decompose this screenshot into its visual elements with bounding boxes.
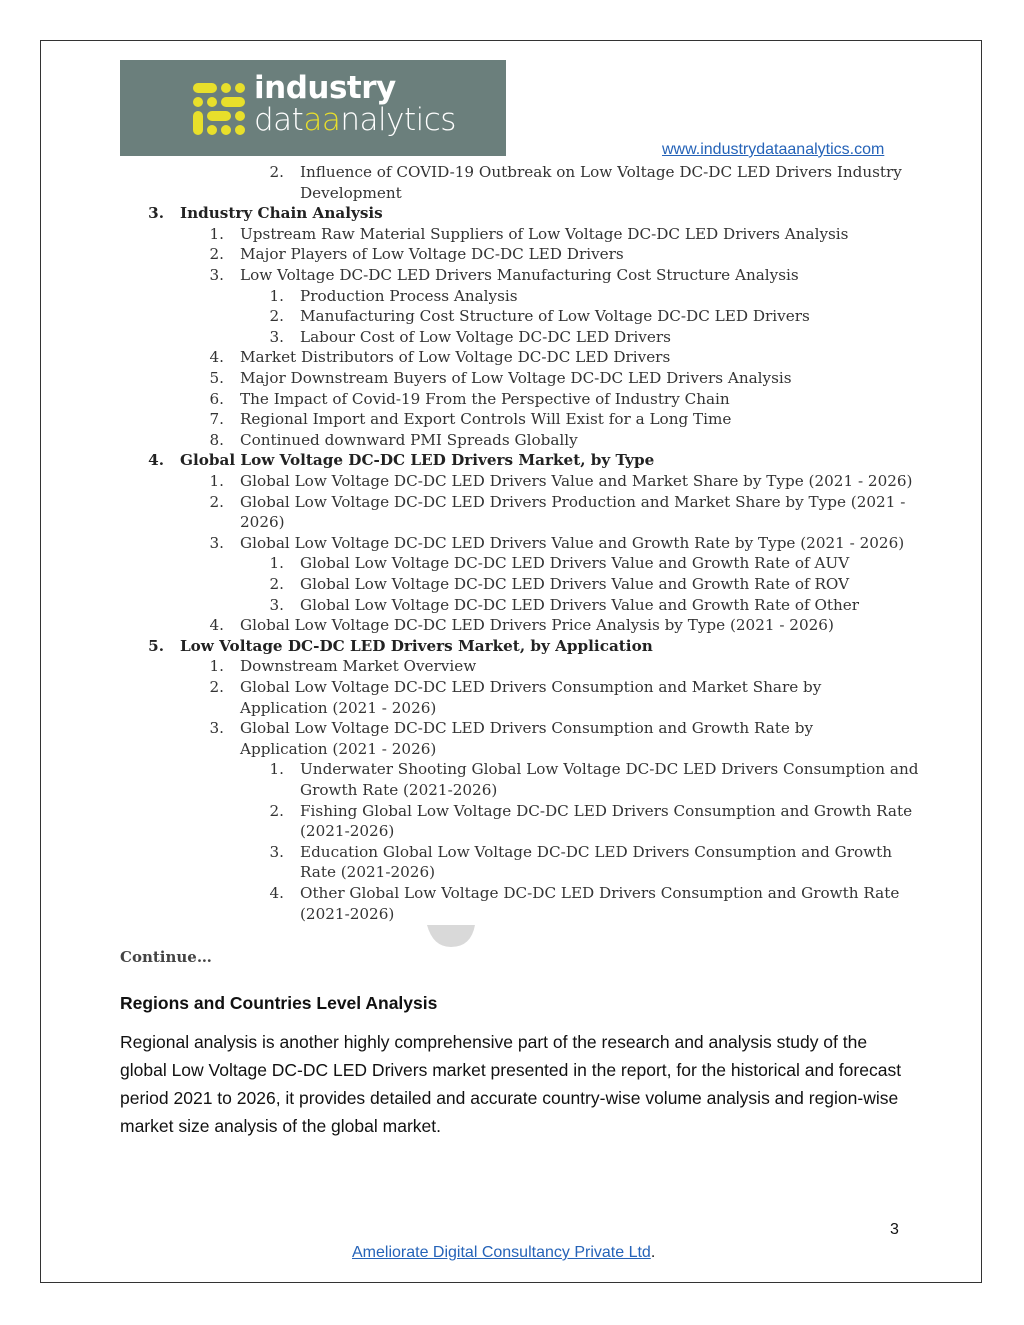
- toc-item-number: 4.: [148, 451, 164, 470]
- company-logo: [120, 60, 506, 156]
- toc-item-text: Global Low Voltage DC-DC LED Drivers Value and Growth Rate by Type (2021 - 2026): [240, 533, 905, 552]
- toc-item-number: 1.: [209, 472, 224, 490]
- toc-item-text: Industry Chain Analysis: [180, 204, 383, 223]
- section-paragraph: Regional analysis is another highly comprehensive part of the research and analysis study of the global Low Voltage DC-DC LED Drivers market presented in the report, for the historical and forecast period 2021 to 2026, it provides detailed and accurate country-wise volume analysis and region-wise market size analysis of the global market.: [120, 1032, 902, 1136]
- toc-item-number: 2.: [269, 163, 284, 181]
- toc-item-text: Global Low Voltage DC-DC LED Drivers Value and Growth Rate of AUV: [300, 554, 850, 573]
- toc-item-text: Global Low Voltage DC-DC LED Drivers Value and Market Share by Type (2021 - 2026): [240, 472, 913, 490]
- toc-item-number: 1.: [209, 657, 224, 676]
- watermark-shape-icon: [427, 925, 475, 947]
- toc-item-number: 1.: [269, 286, 284, 305]
- footer: Ameliorate Digital Consultancy Private Ltd.: [352, 1244, 656, 1261]
- toc-item-number: 3.: [209, 719, 224, 738]
- toc-item-number: 3.: [269, 327, 284, 346]
- toc-item-number: 4.: [209, 348, 224, 367]
- toc-item-number: 2.: [209, 245, 224, 264]
- toc-item-text: The Impact of Covid-19 From the Perspective of Industry Chain: [240, 389, 730, 408]
- toc-item-number: 6.: [209, 389, 224, 408]
- company-link[interactable]: Ameliorate Digital Consultancy Private Ltd: [352, 1244, 651, 1261]
- toc-item-text: Manufacturing Cost Structure of Low Voltage DC-DC LED Drivers: [300, 307, 810, 326]
- page-number: 3: [890, 1221, 899, 1238]
- section-heading: Regions and Countries Level Analysis: [120, 993, 438, 1013]
- toc-item-text: Downstream Market Overview: [240, 657, 477, 676]
- toc-item-text: (2021-2026): [300, 822, 395, 841]
- toc-item-text: Global Low Voltage DC-DC LED Drivers Consumption and Growth Rate by: [240, 719, 814, 738]
- toc-item-text: Fishing Global Low Voltage DC-DC LED Drivers Consumption and Growth Rate: [300, 801, 913, 820]
- toc-item-text: Rate (2021-2026): [300, 863, 436, 882]
- logo-word-dataanalytics: dataanalytics: [254, 102, 456, 138]
- toc-item-text: Low Voltage DC-DC LED Drivers Market, by Application: [180, 636, 653, 655]
- toc-item-number: 2.: [209, 492, 224, 511]
- toc-item-text: Production Process Analysis: [300, 286, 518, 305]
- toc-item-text: Global Low Voltage DC-DC LED Drivers Value and Growth Rate of ROV: [300, 575, 850, 593]
- toc-item-number: 3.: [209, 266, 224, 284]
- toc-item-text: Low Voltage DC-DC LED Drivers Manufacturing Cost Structure Analysis: [240, 266, 799, 284]
- toc-item-number: 5.: [209, 369, 224, 387]
- toc-item-text: Global Low Voltage DC-DC LED Drivers Price Analysis by Type (2021 - 2026): [240, 616, 834, 635]
- toc-item-number: 3.: [148, 204, 164, 223]
- toc-item-number: 4.: [269, 884, 284, 902]
- toc-item-text: Education Global Low Voltage DC-DC LED Drivers Consumption and Growth: [300, 842, 893, 861]
- toc-item-text: Labour Cost of Low Voltage DC-DC LED Drivers: [300, 327, 671, 346]
- toc-item-text: Underwater Shooting Global Low Voltage DC-DC LED Drivers Consumption and: [300, 760, 919, 779]
- toc-item-number: 1.: [269, 760, 284, 779]
- toc-item-number: 3.: [269, 595, 284, 614]
- toc-item-text: 2026): [240, 513, 285, 532]
- toc-item-text: Influence of COVID-19 Outbreak on Low Voltage DC-DC LED Drivers Industry: [300, 163, 902, 181]
- toc-item-number: 7.: [209, 410, 224, 429]
- toc-item-text: Regional Import and Export Controls Will Exist for a Long Time: [240, 410, 732, 429]
- toc-item-number: 3.: [269, 842, 284, 861]
- toc-item-text: Global Low Voltage DC-DC LED Drivers Value and Growth Rate of Other: [300, 595, 860, 614]
- continue-label: Continue…: [120, 948, 212, 966]
- toc-item-number: 1.: [209, 224, 224, 243]
- toc-item-text: Growth Rate (2021-2026): [300, 781, 498, 799]
- toc-item-text: Application (2021 - 2026): [240, 698, 437, 717]
- toc-item-number: 4.: [209, 616, 224, 635]
- website-link[interactable]: www.industrydataanalytics.com: [662, 141, 885, 158]
- toc-item-text: Continued downward PMI Spreads Globally: [240, 430, 578, 449]
- toc-item-number: 8.: [209, 430, 224, 449]
- toc-item-text: Other Global Low Voltage DC-DC LED Drivers Consumption and Growth Rate: [300, 884, 900, 902]
- toc-item-text: Major Players of Low Voltage DC-DC LED Drivers: [240, 245, 624, 264]
- toc-item-text: (2021-2026): [300, 904, 395, 923]
- toc-item-number: 1.: [269, 554, 284, 573]
- logo-word-industry: industry: [254, 70, 396, 106]
- toc-item-text: Global Low Voltage DC-DC LED Drivers Market, by Type: [180, 451, 655, 470]
- toc-item-text: Development: [300, 183, 402, 202]
- toc-item-number: 2.: [269, 307, 284, 326]
- toc-item-number: 5.: [148, 636, 164, 655]
- toc-item-text: Application (2021 - 2026): [240, 739, 437, 758]
- toc-item-text: Major Downstream Buyers of Low Voltage DC-DC LED Drivers Analysis: [240, 369, 792, 387]
- toc-item-number: 2.: [209, 678, 224, 696]
- toc-item-number: 2.: [269, 575, 284, 593]
- toc-item-number: 3.: [209, 533, 224, 552]
- toc-item-text: Global Low Voltage DC-DC LED Drivers Production and Market Share by Type (2021 -: [240, 492, 906, 511]
- toc-item-text: Market Distributors of Low Voltage DC-DC LED Drivers: [240, 348, 671, 367]
- logo-dots-icon: [190, 81, 246, 137]
- toc-item-text: Global Low Voltage DC-DC LED Drivers Consumption and Market Share by: [240, 678, 822, 696]
- toc-item-number: 2.: [269, 801, 284, 820]
- toc-item-text: Upstream Raw Material Suppliers of Low Voltage DC-DC LED Drivers Analysis: [240, 224, 849, 243]
